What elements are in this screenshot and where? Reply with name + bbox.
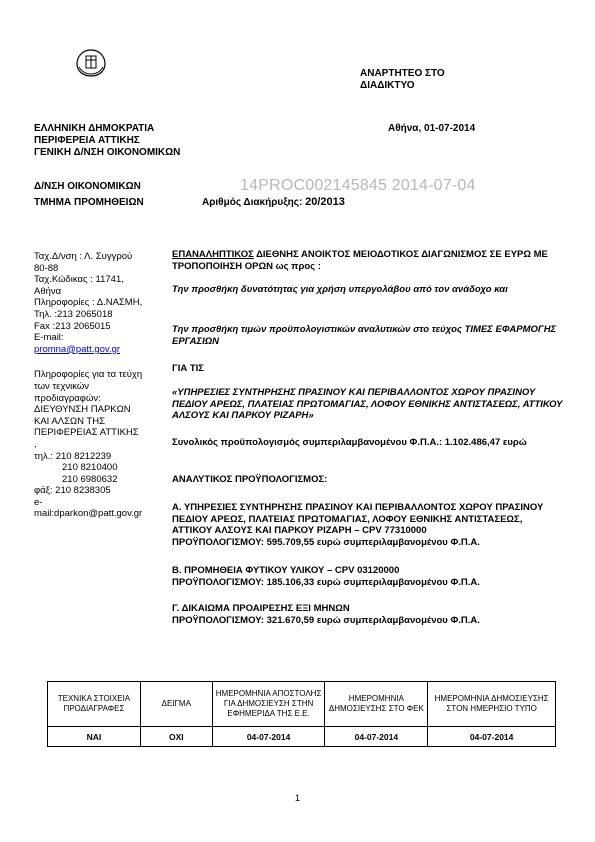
tender-title	[172, 249, 564, 272]
tender-label: Αριθμός Διακήρυξης:	[202, 197, 303, 208]
table-header-cell: ΗΜΕΡΟΜΗΝΙΑ ΔΗΜΟΣΙΕΥΣΗΣ ΣΤΟ ΦΕΚ	[325, 682, 428, 727]
organization-block	[34, 123, 180, 159]
org-line3: ΓΕΝΙΚΗ Δ/ΝΣΗ ΟΙΚΟΝΟΜΙΚΩΝ	[34, 147, 181, 158]
table-cell: ΟΧΙ	[140, 727, 212, 747]
org-line1: ΕΛΛΗΝΙΚΗ ΔΗΜΟΚΡΑΤΙΑ	[34, 123, 155, 134]
budget-item-b	[172, 565, 564, 588]
title-repeat-word: ΕΠΑΝΑΛΗΠΤΙΚΟΣ	[172, 249, 254, 260]
tech-info-line: ΚΑΙ ΑΛΣΩΝ ΤΗΣ	[34, 415, 105, 427]
table-header-cell: ΗΜΕΡΟΜΗΝΙΑ ΑΠΟΣΤΟΛΗΣ ΓΙΑ ΔΗΜΟΣΙΕΥΣΗ ΣΤΗΝ ΕΦΗΜΕΡΙΔΑ ΤΗΣ Ε.Ε.	[212, 682, 325, 727]
department-block	[34, 181, 144, 209]
tender-number: 20/2013	[305, 196, 345, 208]
page-number: 1	[294, 793, 300, 803]
sidebar-line: Ταχ.Δ/νση : Λ. Συγγρού	[34, 251, 133, 262]
item-c-title: Γ. ΔΙΚΑΙΩΜΑ ΠΡΟΑΙΡΕΣΗΣ ΕΞΙ ΜΗΝΩΝ	[172, 603, 350, 614]
email-link[interactable]: promna@patt.gov.gr	[34, 343, 121, 355]
document-date: Αθήνα, 01-07-2014	[388, 123, 476, 134]
publication-table	[47, 681, 556, 747]
dept-line2: ΤΜΗΜΑ ΠΡΟΜΗΘΕΙΩΝ	[34, 197, 144, 208]
sidebar-line: Τηλ. :213 2065018	[34, 308, 113, 320]
services-title: «ΥΠΗΡΕΣΙΕΣ ΣΥΝΤΗΡΗΣΗΣ ΠΡΑΣΙΝΟΥ ΚΑΙ ΠΕΡΙΒΑΛΛΟΝΤΟΣ ΧΩΡΟΥ ΠΡΑΣΙΝΟΥ ΠΕΔΙΟΥ ΑΡΕΩΣ, ΠΛΑΤΕΙΑΣ ΠΡΩΤΟΜΑΓΙΑΣ, ΛΟΦΟΥ ΕΘΝΙΚΗΣ ΑΝΤΙΣΤΑΣΕΩΣ, ΑΤΤΙΚΟΥ ΑΛΣΟΥΣ ΚΑΙ ΠΑΡΚΟΥ ΡΙΖΑΡΗ»	[172, 387, 563, 422]
title-rest: ΔΙΕΘΝΗΣ ΑΝΟΙΚΤΟΣ ΜΕΙΟΔΟΤΙΚΟΣ ΔΙΑΓΩΝΙΣΜΟΣ ΣΕ ΕΥΡΩ ΜΕ ΤΡΟΠΟΠΟΙΗΣΗ ΟΡΩΝ ως προς :	[172, 249, 548, 272]
table-cell: 04-07-2014	[428, 727, 556, 747]
tech-info-line: ΔΙΕΥΘΥΝΣΗ ΠΑΡΚΩΝ	[34, 404, 131, 416]
table-header-cell: ΔΕΙΓΜΑ	[140, 682, 212, 727]
org-line2: ΠΕΡΙΦΕΡΕΙΑ ΑΤΤΙΚΗΣ	[34, 135, 140, 146]
item-b-title: Β. ΠΡΟΜΗΘΕΙΑ ΦΥΤΙΚΟΥ ΥΛΙΚΟΥ – CPV 03120000	[172, 565, 400, 576]
budget-item-c	[172, 603, 564, 626]
table-header-row	[48, 682, 556, 727]
tech-info-line: 210 8210400	[62, 462, 118, 474]
tech-info-line: Πληροφορίες για τα τεύχη	[34, 369, 143, 381]
sidebar-line: Fax :213 2065015	[34, 320, 111, 332]
table-header-cell: ΗΜΕΡΟΜΗΝΙΑ ΔΗΜΟΣΙΕΥΣΗΣ ΣΤΟΝ ΗΜΕΡΗΣΙΟ ΤΥΠΟ	[428, 682, 556, 727]
table-cell: 04-07-2014	[212, 727, 325, 747]
item-a-title: Α. ΥΠΗΡΕΣΙΕΣ ΣΥΝΤΗΡΗΣΗΣ ΠΡΑΣΙΝΟΥ ΚΑΙ ΠΕΡΙΒΑΛΛΟΝΤΟΣ ΧΩΡΟΥ ΠΡΑΣΙΝΟΥ ΠΕΔΙΟΥ ΑΡΕΩΣ, ΠΛΑΤΕΙΑΣ ΠΡΩΤΟΜΑΓΙΑΣ, ΛΟΦΟΥ ΕΘΝΙΚΗΣ ΑΝΤΙΣΤΑΣΕΩΣ, ΑΤΤΙΚΟΥ ΑΛΣΟΥΣ ΚΑΙ ΠΑΡΚΟΥ ΡΙΖΑΡΗ – CPV 77310000	[172, 502, 544, 537]
greek-emblem-icon	[74, 48, 108, 78]
budget-item-a	[172, 502, 564, 548]
post-notice-line1: ΑΝΑΡΤΗΤΕΟ ΣΤΟ	[360, 68, 445, 79]
sidebar-line: E-mail:	[34, 332, 64, 344]
protocol-stamp: 14PROC002145845 2014-07-04	[240, 177, 476, 194]
post-notice-line2: ΔΙΑΔΙΚΤΥΟ	[360, 80, 415, 91]
table-row	[48, 727, 556, 747]
sidebar-line: Αθήνα	[34, 285, 62, 297]
table-cell: 04-07-2014	[325, 727, 428, 747]
sidebar-line: Ταχ.Κώδικας : 11741,	[34, 274, 124, 286]
contact-sidebar	[34, 251, 162, 520]
tech-info-line: ,	[34, 438, 37, 450]
total-budget: Συνολικός προϋπολογισμός συμπεριλαμβανομένου Φ.Π.Α.: 1.102.486,47 ευρώ	[172, 437, 527, 448]
tech-info-line: φάξ: 210 8238305	[34, 485, 111, 497]
tech-info-line: τηλ.: 210 8212239	[34, 450, 112, 462]
analysis-title: ΑΝΑΛΥΤΙΚΟΣ ΠΡΟΫΠΟΛΟΓΙΣΜΟΣ:	[172, 474, 328, 485]
sidebar-line: Πληροφορίες : Δ.ΝΑΣΜΗ,	[34, 297, 143, 309]
post-notice	[360, 68, 445, 92]
change-item-1: Την προσθήκη δυνατότητας για χρήση υπεργολάβου από τον ανάδοχο και	[172, 284, 508, 295]
for-label: ΓΙΑ ΤΙΣ	[172, 363, 204, 374]
table-cell: ΝΑΙ	[48, 727, 141, 747]
tech-info-line: προδιαγραφών:	[34, 392, 101, 404]
tech-info-line: ΠΕΡΙΦΕΡΕΙΑΣ ΑΤΤΙΚΗΣ	[34, 427, 139, 439]
change-item-2: Την προσθήκη τιμών προϋπολογιστικών αναλυτικών στο τεύχος ΤΙΜΕΣ ΕΦΑΡΜΟΓΗΣ ΕΡΓΑΣΙΩΝ	[172, 324, 557, 347]
tech-info-line: 210 6980632	[62, 473, 118, 485]
tender-number-line	[202, 196, 345, 209]
sidebar-line: 80-88	[34, 262, 59, 274]
table-header-cell: ΤΕΧΝΙΚΑ ΣΤΟΙΧΕΙΑ ΠΡΟΔΙΑΓΡΑΦΕΣ	[48, 682, 141, 727]
tech-info-line: των τεχνικών	[34, 380, 90, 392]
item-c-budget: ΠΡΟΫΠΟΛΟΓΙΣΜΟΥ: 321.670,59 ευρώ συμπεριλαμβανομένου Φ.Π.Α.	[172, 614, 480, 626]
tech-info-line: e-	[34, 496, 43, 508]
tech-info-line: mail:dparkon@patt.gov.gr	[34, 508, 143, 520]
item-b-budget: ΠΡΟΫΠΟΛΟΓΙΣΜΟΥ: 185.106,33 ευρώ συμπεριλαμβανομένου Φ.Π.Α.	[172, 576, 480, 588]
dept-line1: Δ/ΝΣΗ ΟΙΚΟΝΟΜΙΚΩΝ	[34, 181, 141, 192]
item-a-budget: ΠΡΟΫΠΟΛΟΓΙΣΜΟΥ: 595.709,55 ευρώ συμπεριλαμβανομένου Φ.Π.Α.	[172, 536, 480, 548]
